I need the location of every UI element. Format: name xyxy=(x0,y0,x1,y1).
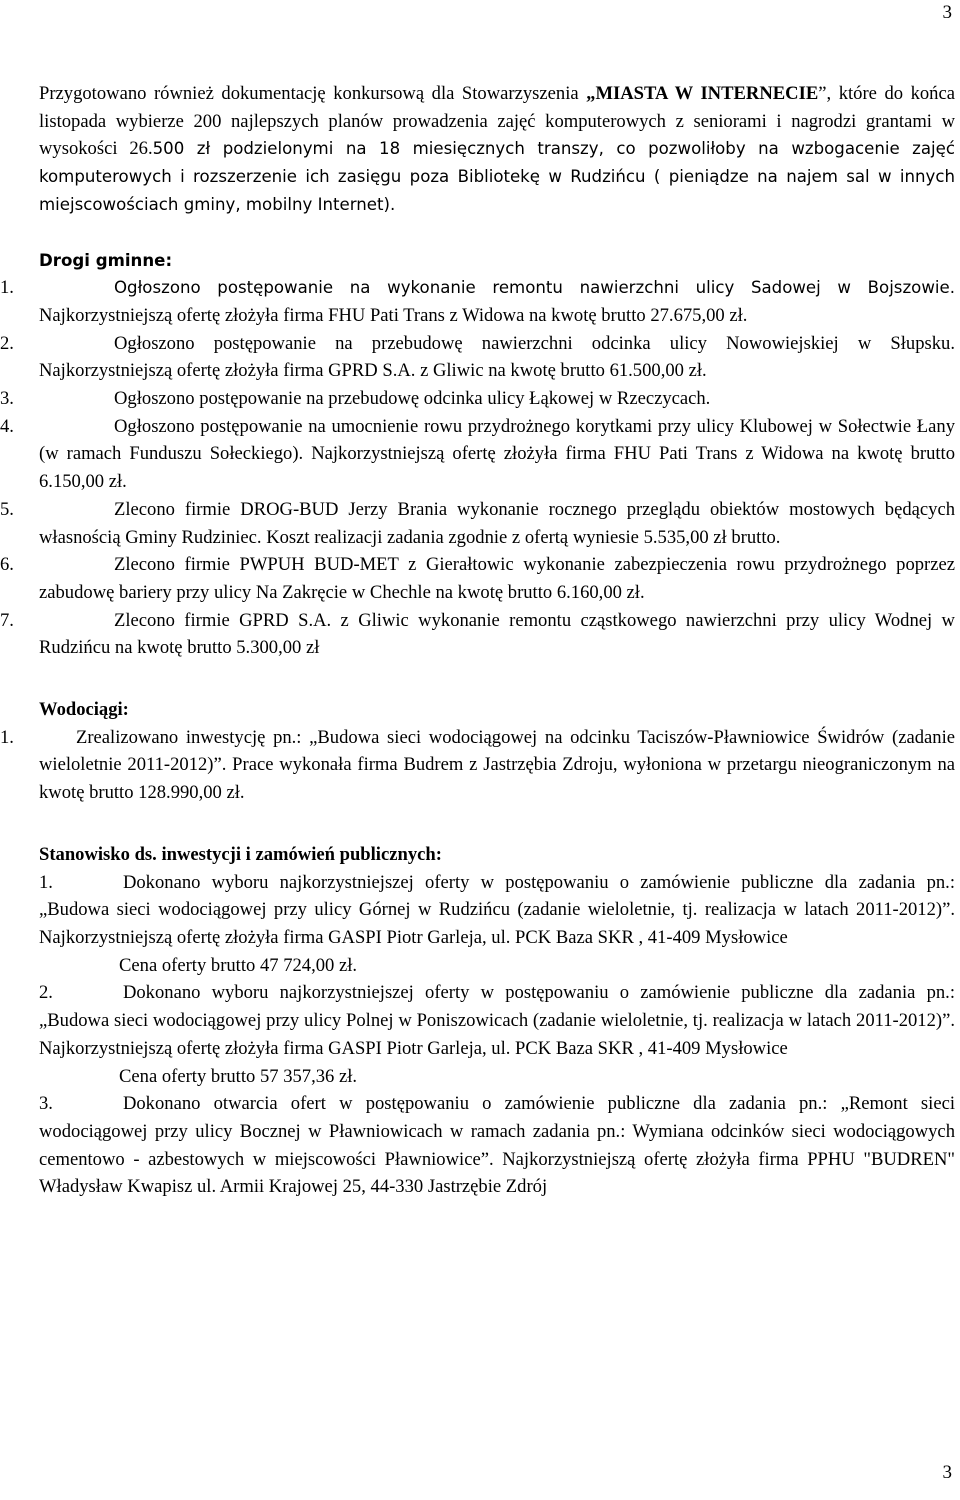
roads-item-3 xyxy=(0,385,955,413)
roads-item-4-number: 4. xyxy=(0,415,14,437)
investment-item-1-text: Dokonano wyboru najkorzystniejszej oferty w postępowaniu o zamówienie publiczne dla zadania pn.: „Budowa sieci wodociągowej przy ulicy Górnej w Rudzińcu (zadanie wieloletnie, tj. realizacja w latach 2011-2012)”. Najkorzystniejszą ofertę złożyła firma GASPI Piotr Garleja, ul. PCK Baza SKR , 41-409 Mysłowice xyxy=(39,871,955,948)
water-item-1-number: 1. xyxy=(0,726,14,748)
roads-item-3-number: 3. xyxy=(0,388,14,410)
page-number-bottom: 3 xyxy=(942,1462,952,1483)
water-item-1 xyxy=(0,724,955,807)
document-body xyxy=(0,80,955,1201)
intro-text-1: Przygotowano również dokumentację konkursową dla Stowarzyszenia xyxy=(39,83,587,104)
association-name: „MIASTA W INTERNECIE xyxy=(586,83,819,104)
investment-item-2-text: Dokonano wyboru najkorzystniejszej oferty w postępowaniu o zamówienie publiczne dla zadania pn.: „Budowa sieci wodociągowej przy ulicy Polnej w Poniszowicach (zadanie wieloletnie, tj. realizacja w latach 2011-2012)”. Najkorzystniejszą ofertę złożyła firma GASPI Piotr Garleja, ul. PCK Baza SKR , 41-409 Mysłowice xyxy=(39,982,955,1059)
intro-paragraph xyxy=(39,80,955,219)
roads-item-3-text: Ogłoszono postępowanie na przebudowę odcinka ulicy Łąkowej w Rzeczycach. xyxy=(114,388,711,410)
roads-item-7-text: Zlecono firmie GPRD S.A. z Gliwic wykonanie remontu cząstkowego nawierzchni przy ulicy Wodnej w Rudzińcu na kwotę brutto 5.300,00 zł xyxy=(39,609,955,659)
page-number-top: 3 xyxy=(942,2,952,23)
roads-item-2 xyxy=(0,330,955,385)
roads-item-4-text: Ogłoszono postępowanie na umocnienie rowu przydrożnego korytkami przy ulicy Klubowej w Sołectwie Łany (w ramach Funduszu Sołeckiego). Najkorzystniejszą ofertę złożyła firma FHU Pati Trans z Widowa na kwotę brutto 6.150,00 zł. xyxy=(39,415,955,493)
roads-item-7 xyxy=(0,607,955,662)
roads-item-6-number: 6. xyxy=(0,554,14,576)
water-item-1-text: Zrealizowano inwestycję pn.: „Budowa sieci wodociągowej na odcinku Taciszów-Pławniowice Świdrów (zadanie wieloletnie 2011-2012)”. Prace wykonała firma Budrem z Jastrzębia Zdroju, wyłoniona w przetargu nieograniczonym na kwotę brutto 128.990,00 zł. xyxy=(39,726,955,804)
investment-item-2-number: 2. xyxy=(39,982,53,1004)
roads-item-4 xyxy=(0,413,955,496)
investment-item-2-price: Cena oferty brutto 57 357,36 zł. xyxy=(119,1065,358,1087)
roads-item-7-number: 7. xyxy=(0,609,14,631)
investment-item-3-text: Dokonano otwarcia ofert w postępowaniu o zamówienie publiczne dla zadania pn.: „Remont sieci wodociągowej przy ulicy Bocznej w Pławniowicach w ramach zadania pn.: Wymiana odcinków sieci wodociągowych cementowo - azbestowych w miejscowości Pławniowice”. Najkorzystniejszą ofertę złożyła firma PPHU "BUDREN" Władysław Kwapisz ul. Armii Krajowej 25, 44-330 Jastrzębie Zdrój xyxy=(39,1093,955,1198)
roads-item-5 xyxy=(0,496,955,551)
roads-item-6-text: Zlecono firmie PWPUH BUD-MET z Gierałtowic wykonanie zabezpieczenia rowu przydrożnego poprzez zabudowę bariery przy ulicy Na Zakręcie w Chechle na kwotę brutto 6.160,00 zł. xyxy=(39,554,955,603)
investment-item-3-number: 3. xyxy=(39,1093,53,1115)
roads-item-1 xyxy=(0,274,955,329)
roads-item-2-number: 2. xyxy=(0,332,14,354)
roads-item-2-text: Ogłoszono postępowanie na przebudowę nawierzchni odcinka ulicy Nowowiejskiej w Słupsku. Najkorzystniejszą ofertę złożyła firma GPRD S.A. z Gliwic na kwotę brutto 61.500,00 zł. xyxy=(39,332,955,382)
intro-text-2: ”, które do końca listopada wybierze 200 najlepszych planów prowadzenia zajęć komputerowych z seniorami i nagrodzi grantami w wysokości 26. xyxy=(39,83,955,160)
roads-item-1-text-a: Ogłoszono postępowanie na wykonanie remontu nawierzchni ulicy Sadowej w Bojszowie. xyxy=(114,278,955,298)
investment-item-2 xyxy=(39,979,955,1062)
roads-item-1-number: 1. xyxy=(0,277,14,299)
intro-text-3: 500 zł podzielonymi na 18 miesięcznych transzy, co pozwoliłoby na wzbogacenie zajęć komputerowych i rozszerzenie ich zasięgu poza Bibliotekę w Rudzińcu ( pieniądze na najem sal w innych miejscowościach gminy, mobilny Internet). xyxy=(39,139,955,214)
investment-item-1 xyxy=(39,869,955,952)
roads-item-6 xyxy=(0,551,955,606)
investment-heading: Stanowisko ds. inwestycji i zamówień publicznych: xyxy=(39,843,442,865)
roads-item-5-number: 5. xyxy=(0,498,14,520)
roads-heading: Drogi gminne: xyxy=(39,250,173,270)
water-heading: Wodociągi: xyxy=(39,699,129,721)
investment-item-1-number: 1. xyxy=(39,871,53,893)
investment-item-3 xyxy=(39,1090,955,1201)
roads-item-1-text-b: Najkorzystniejszą ofertę złożyła firma FHU Pati Trans z Widowa na kwotę brutto 27.675,00 zł. xyxy=(39,304,748,326)
investment-item-1-price: Cena oferty brutto 47 724,00 zł. xyxy=(119,954,358,976)
roads-item-5-text: Zlecono firmie DROG-BUD Jerzy Brania wykonanie rocznego przeglądu obiektów mostowych będących własnością Gminy Rudziniec. Koszt realizacji zadania zgodnie z ofertą wyniesie 5.535,00 zł brutto. xyxy=(39,498,955,548)
